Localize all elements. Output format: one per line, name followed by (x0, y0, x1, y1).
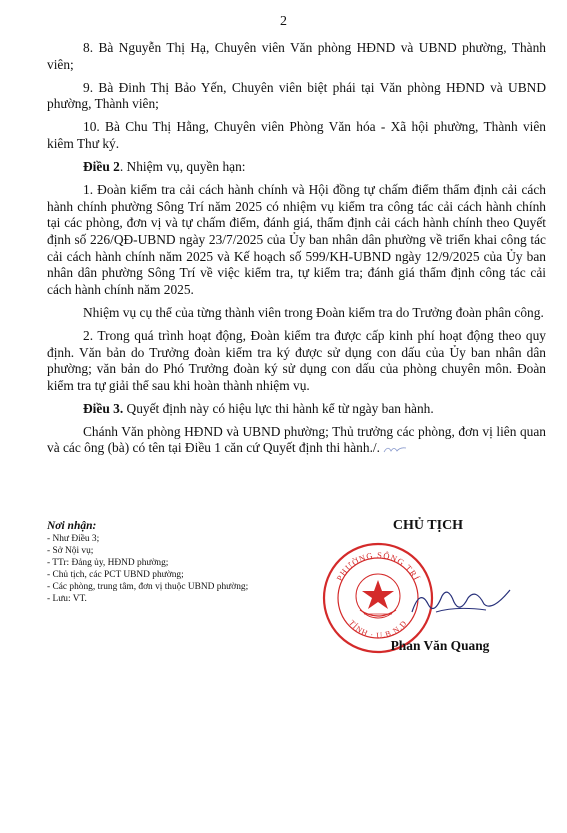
recipient-item: - Các phòng, trung tâm, đơn vị thuộc UBND phường; (47, 582, 249, 592)
recipient-item: - Như Điều 3; (47, 534, 100, 544)
member-item-8: 8. Bà Nguyễn Thị Hạ, Chuyên viên Văn phòng HĐND và UBND phường, Thành viên; (47, 40, 546, 72)
article-2-title: . Nhiệm vụ, quyền hạn: (119, 159, 246, 175)
page-number: 2 (280, 14, 287, 29)
article-2-paragraph-2: Nhiệm vụ cụ thể của từng thành viên trong Đoàn kiểm tra do Trưởng đoàn phân công. (83, 304, 544, 320)
signature-block (320, 518, 520, 653)
article-3-text: Quyết định này có hiệu lực thi hành kể từ ngày ban hành. (123, 400, 434, 416)
recipients-block (47, 520, 307, 605)
svg-text:TỈNH · U.B.N.D (347, 618, 409, 640)
signer-name: Phan Văn Quang (390, 638, 490, 653)
initials-mark (382, 444, 408, 454)
article-2-label: Điều 2 (83, 159, 120, 175)
signer-title: CHỦ TỊCH (392, 518, 464, 533)
recipient-item: - TTr: Đảng ủy, HĐND phường; (47, 558, 169, 568)
member-item-9: 9. Bà Đinh Thị Bảo Yến, Chuyên viên biệt phái tại Văn phòng HĐND và UBND phường, Thành viên; (47, 79, 546, 112)
article-2-paragraph-3: 2. Trong quá trình hoạt động, Đoàn kiểm tra được cấp kinh phí hoạt động theo quy định. Văn bản do Trưởng đoàn kiểm tra ký được sử dụng con dấu của Ủy ban nhân dân phường; văn bản do Phó Trưởng đoàn ký sử dụng con dấu của phòng chuyên môn. Đoàn kiểm tra tự giải thể sau khi hoàn thành nhiệm vụ. (47, 327, 546, 393)
handwritten-signature (406, 582, 516, 622)
article-2-heading (47, 159, 546, 176)
recipients-title: Nơi nhận: (47, 520, 97, 532)
seal-top-text: PHƯỜNG SÔNG TRÍ (334, 549, 422, 583)
article-2-paragraph-1: 1. Đoàn kiểm tra cải cách hành chính và Hội đồng tự chấm điểm thẩm định cải cách hành chính phường Sông Trí năm 2025 có nhiệm vụ kiểm tra công tác cải cách hành chính tại các phòng, đơn vị và tự chấm điểm, đánh giá, thẩm định cải cách hành chính theo Quyết định số 226/QĐ-UBND ngày 23/7/2025 của Ủy ban nhân dân phường về triển khai công tác cải cách hành chính năm 2025 và Kế hoạch số 599/KH-UBND ngày 12/9/2025 của Ủy ban nhân dân phường Sông Trí về việc kiểm tra, tự kiểm tra; đánh giá thẩm định công tác cải cách hành chính năm 2025. (47, 182, 546, 297)
seal-bottom-text: TỈNH · U.B.N.D (347, 618, 409, 641)
member-item-10: 10. Bà Chu Thị Hằng, Chuyên viên Phòng Văn hóa - Xã hội phường, Thành viên kiêm Thư ký. (47, 119, 546, 151)
recipient-item: - Sở Nội vụ; (47, 546, 94, 556)
article-3-label: Điều 3. (83, 400, 124, 416)
recipient-item: - Chủ tịch, các PCT UBND phường; (47, 570, 184, 580)
closing-text: Chánh Văn phòng HĐND và UBND phường; Thủ trưởng các phòng, đơn vị liên quan và các ông (bà) có tên tại Điều 1 căn cứ Quyết định thi hành./. (47, 423, 546, 456)
article-3 (47, 401, 546, 418)
document-body (47, 40, 546, 464)
closing-paragraph (47, 424, 546, 457)
recipient-item: - Lưu: VT. (47, 594, 87, 604)
